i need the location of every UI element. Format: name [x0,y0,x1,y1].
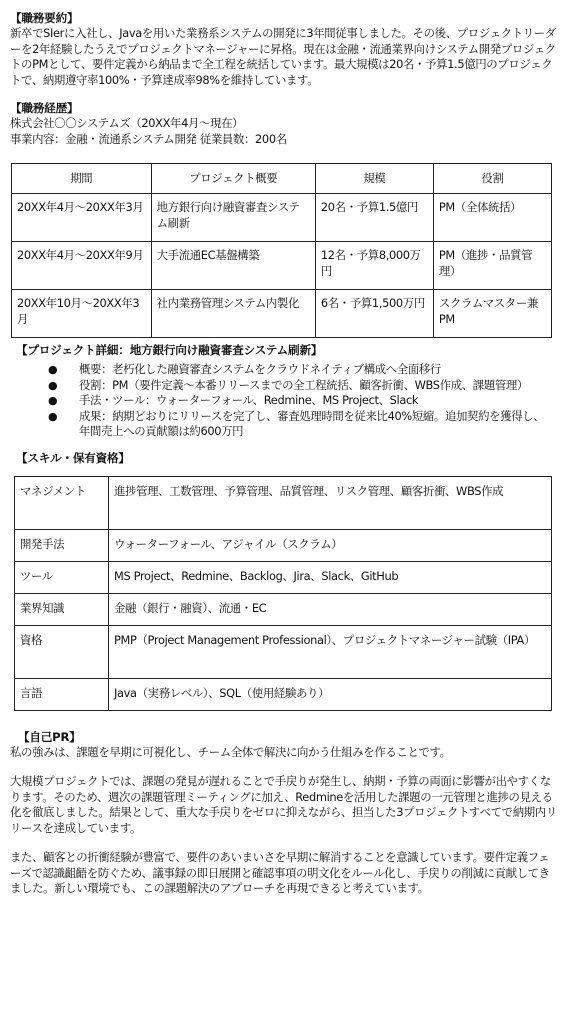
skills-heading: 【スキル・保有資格】 [16,450,130,465]
list-item-text: 概要：老朽化した融資審査システムをクラウドネイティブ構成へ全面移行 [79,362,441,376]
list-item [10,378,560,394]
skill-value: Java（実務レベル）、SQL（使用経験あり） [109,678,552,710]
list-item-text: 役割：PM（要件定義〜本番リリースまでの全工程統括、顧客折衝、WBS作成、課題管理） [79,377,528,392]
table-row [12,290,552,338]
project-detail-heading: 【プロジェクト詳細：地方銀行向け融資審査システム刷新】 [16,343,323,357]
skill-value: 金融（銀行・融資）、流通・EC [109,593,552,625]
company-line: 株式会社〇〇システムズ（20XX年4月〜現在） [10,116,244,130]
summary-text: 新卒でSIerに入社し、Javaを用いた業務系システムの開発に3年間従事しました。その後、プロジェクトリーダーを2年経験したうえでプロジェクトマネージャーに昇格。現在は金融・流通業界向けシステム開発プロジェクトのPMとして、要件定義から納品まで全工程を統括しています。最大規模は20名・予算1.5億円のプロジェクトで、納期遵守率100%・予算達成率98%を維持しています。 [10,26,556,87]
cell-scale: 6名・予算1,500万円 [315,290,433,338]
self-pr-heading: 【自己PR】 [18,729,81,744]
skill-key: ツール [15,561,109,593]
skill-value: 進捗管理、工数管理、予算管理、品質管理、リスク管理、顧客折衝、WBS作成 [109,476,552,529]
career-table [11,163,552,338]
career-heading: 【職務経歴】 [10,101,79,115]
cell-overview: 地方銀行向け融資審査システム刷新 [151,194,315,242]
list-item-text: 手法・ツール：ウォーターフォール、Redmine、MS Project、Slack [79,393,419,407]
resume-document [10,10,560,897]
skill-value: ウォーターフォール、アジャイル（スクラム） [109,529,552,561]
skill-key: 開発手法 [15,529,109,561]
list-item [10,393,560,409]
bullet-icon: ● [48,409,58,423]
summary-heading: 【職務要約】 [10,11,79,25]
self-pr-paragraph: また、顧客との折衝経験が豊富で、要件のあいまいさを早期に解消することを意識しています。要件定義フェーズで認識齟齬を防ぐため、議事録の即日展開と確認事項の明文化をルール化し、手戻りの削減に貢献してきました。新しい環境でも、この課題解決のアプローチを再現できると考えています。 [10,850,550,895]
table-row [15,476,552,529]
project-detail-list [10,362,560,440]
table-row [15,625,552,678]
table-row [15,529,552,561]
cell-overview: 大手流通EC基盤構築 [151,242,315,290]
cell-role: スクラムマスター兼PM [433,290,551,338]
cell-overview: 社内業務管理システム内製化 [151,290,315,338]
table-row [12,242,552,290]
list-item [10,409,560,440]
skill-key: マネジメント [15,476,109,529]
column-header-period: 期間 [12,164,152,194]
cell-period: 20XX年10月〜20XX年3月 [12,290,152,338]
list-item-text: 成果：納期どおりにリリースを完了し、審査処理時間を従来比40%短縮。追加契約を獲得し、年間売上への貢献額は約600万円 [79,408,545,438]
cell-role: PM（全体統括） [433,194,551,242]
skill-value: MS Project、Redmine、Backlog、Jira、Slack、GitHub [109,561,552,593]
career-table-header [12,164,552,194]
skill-key: 言語 [15,678,109,710]
cell-scale: 20名・予算1.5億円 [315,194,433,242]
skill-key: 業界知識 [15,593,109,625]
cell-scale: 12名・予算8,000万円 [315,242,433,290]
table-row [12,194,552,242]
skills-table [14,476,552,711]
self-pr-paragraph: 大規模プロジェクトでは、課題の発見が遅れることで手戻りが発生し、納期・予算の両面に影響が出やすくなります。そのため、週次の課題管理ミーティングに加え、Redmineを活用した課題の一元管理と進捗の見える化を徹底しました。結果として、重大な手戻りをゼロに抑えながら、担当した3プロジェクトすべてで納期内リリースを達成しています。 [10,774,557,835]
skill-key: 資格 [15,625,109,678]
self-pr-paragraph: 私の強みは、課題を早期に可視化し、チーム全体で解決に向かう仕組みを作ることです。 [10,744,451,759]
table-row [15,561,552,593]
skill-value: PMP（Project Management Professional）、プロジェクトマネージャー試験（IPA） [109,625,552,678]
business-line: 事業内容：金融・流通系システム開発 従業員数：200名 [10,131,287,146]
table-row [15,678,552,710]
list-item [10,362,560,378]
table-row [15,593,552,625]
column-header-role: 役割 [433,164,551,194]
bullet-icon: ● [48,363,58,376]
column-header-overview: プロジェクト概要 [151,164,315,194]
column-header-scale: 規模 [315,164,433,194]
cell-period: 20XX年4月〜20XX年9月 [12,242,152,290]
bullet-icon: ● [48,394,58,407]
cell-role: PM（進捗・品質管理） [433,242,551,290]
bullet-icon: ● [48,378,58,392]
cell-period: 20XX年4月〜20XX年3月 [12,194,152,242]
